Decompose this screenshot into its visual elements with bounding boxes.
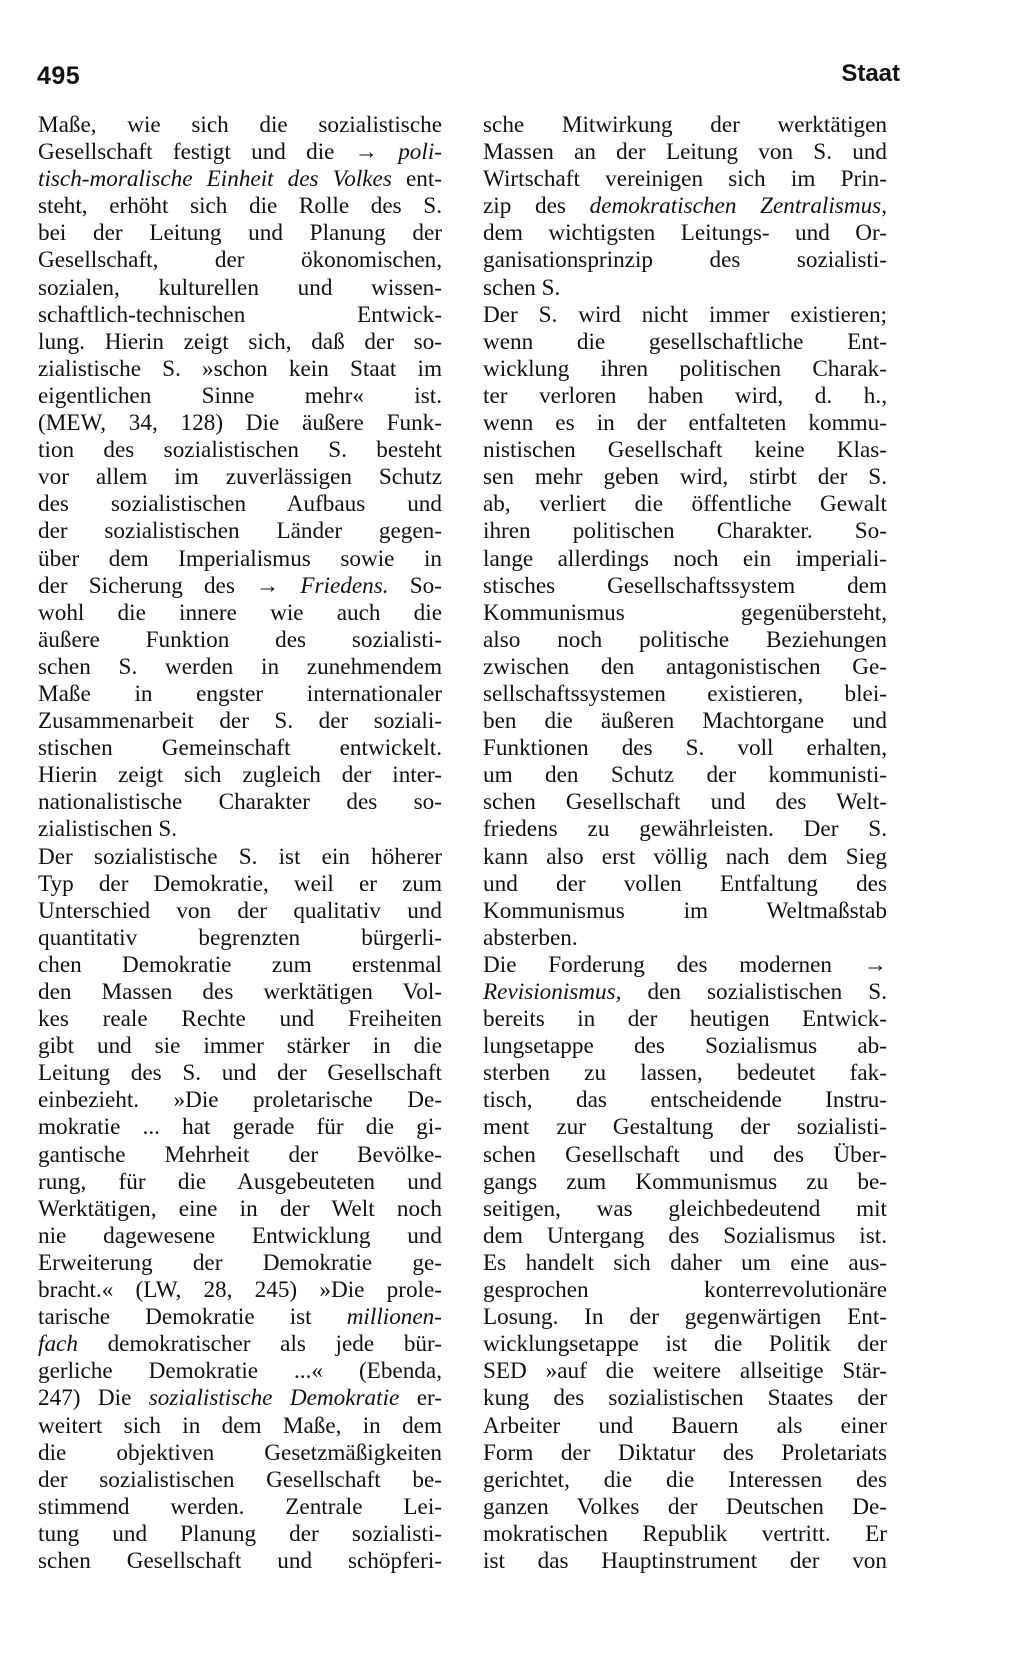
text-segment: äußere Funktion des sozialisti-	[38, 626, 442, 653]
text-segment: tisch, das entscheidende Instru-	[483, 1087, 887, 1114]
italic-term: sozialistische Demokratie	[148, 1385, 400, 1412]
text-line	[483, 979, 887, 1006]
italic-term: millionen-	[346, 1304, 442, 1331]
text-segment: gerichtet, die die Interessen des	[483, 1466, 887, 1493]
text-segment: Der sozialistische S. ist ein höherer	[38, 843, 442, 870]
text-line	[483, 1006, 887, 1033]
text-line	[38, 762, 442, 789]
text-segment: stischen Gemeinschaft entwickelt.	[38, 735, 442, 762]
text-line	[38, 816, 442, 843]
left-text-column	[38, 112, 442, 1575]
text-segment: lung. Hierin zeigt sich, daß der so-	[38, 328, 442, 355]
text-segment: über dem Imperialismus sowie in	[38, 545, 442, 572]
text-line	[38, 979, 442, 1006]
text-line	[38, 1223, 442, 1250]
text-segment: Die Forderung des modernen →	[483, 951, 887, 978]
text-line	[483, 573, 887, 600]
text-line	[38, 1521, 442, 1548]
text-line	[38, 1467, 442, 1494]
text-segment: Wirtschaft vereinigen sich im Prin-	[483, 166, 887, 193]
text-segment: ihren politischen Charakter. So-	[483, 518, 887, 545]
text-line	[483, 1440, 887, 1467]
text-line	[483, 139, 887, 166]
text-line	[38, 437, 442, 464]
text-segment: So-	[388, 572, 442, 599]
text-segment: Es handelt sich daher um eine aus-	[483, 1249, 887, 1276]
text-line	[38, 546, 442, 573]
text-line	[38, 166, 442, 193]
text-segment: weitert sich in dem Maße, in dem	[38, 1412, 442, 1439]
text-line	[38, 1250, 442, 1277]
right-text-column	[483, 112, 887, 1575]
text-line	[38, 952, 442, 979]
text-line	[483, 654, 887, 681]
text-line	[483, 112, 887, 139]
text-segment: gangs zum Kommunismus zu be-	[483, 1168, 887, 1195]
text-line	[38, 1304, 442, 1331]
text-segment: Maße in engster internationaler	[38, 680, 442, 707]
text-segment: der sozialistischen Länder gegen-	[38, 518, 442, 545]
text-line	[483, 1467, 887, 1494]
text-line	[483, 952, 887, 979]
text-segment: einbezieht. »Die proletarische De-	[38, 1087, 442, 1114]
text-line	[483, 925, 887, 952]
text-segment: sellschaftssystemen existieren, blei-	[483, 680, 887, 707]
text-segment: schen S.	[483, 274, 561, 301]
text-line	[38, 275, 442, 302]
text-segment: (MEW, 34, 128) Die äußere Funk-	[38, 410, 442, 437]
text-segment: SED »auf die weitere allseitige Stär-	[483, 1358, 887, 1385]
text-line	[483, 1114, 887, 1141]
text-segment: ben die äußeren Machtorgane und	[483, 708, 887, 735]
text-segment: den sozialistischen S.	[621, 979, 887, 1005]
text-line	[38, 491, 442, 518]
text-segment: sozialen, kulturellen und wissen-	[38, 274, 442, 301]
text-segment: kes reale Rechte und Freiheiten	[38, 1006, 442, 1033]
text-segment: lange allerdings noch ein imperiali-	[483, 545, 887, 572]
text-line	[38, 600, 442, 627]
text-segment: sterben zu lassen, bedeutet fak-	[483, 1060, 887, 1087]
text-segment: dem wichtigsten Leitungs- und Or-	[483, 220, 887, 247]
text-line	[483, 1033, 887, 1060]
text-segment: Maße, wie sich die sozialistische	[38, 112, 442, 138]
text-segment: schen Gesellschaft und schöpferi-	[38, 1547, 442, 1574]
text-segment: Leitung des S. und der Gesellschaft	[38, 1060, 442, 1087]
text-line	[38, 383, 442, 410]
text-line	[483, 1521, 887, 1548]
text-line	[483, 1142, 887, 1169]
text-segment: Erweiterung der Demokratie ge-	[38, 1249, 442, 1276]
text-segment: chen Demokratie zum erstenmal	[38, 951, 442, 978]
text-segment: tung und Planung der sozialisti-	[38, 1520, 442, 1547]
text-segment: demokratischer als jede bür-	[77, 1331, 442, 1358]
text-line	[483, 464, 887, 491]
text-segment: Hierin zeigt sich zugleich der inter-	[38, 762, 442, 789]
text-segment: bracht.« (LW, 28, 245) »Die prole-	[38, 1277, 442, 1304]
text-line	[38, 112, 442, 139]
text-segment: Typ der Demokratie, weil er zum	[38, 870, 442, 897]
text-line	[38, 302, 442, 329]
text-line	[38, 627, 442, 654]
text-segment: rung, für die Ausgebeuteten und	[38, 1168, 442, 1195]
text-segment: der sozialistischen Gesellschaft be-	[38, 1466, 442, 1493]
text-line	[483, 762, 887, 789]
italic-term: demokratischen Zentralismus,	[589, 193, 887, 220]
italic-term: Revisionismus,	[483, 979, 622, 1005]
text-line	[38, 1196, 442, 1223]
text-line	[38, 518, 442, 545]
text-line	[38, 898, 442, 925]
text-segment: stisches Gesellschaftssystem dem	[483, 572, 887, 599]
text-line	[483, 600, 887, 627]
text-segment: gesprochen konterrevolutionäre	[483, 1277, 887, 1304]
text-segment: Funktionen des S. voll erhalten,	[483, 735, 887, 762]
text-line	[483, 410, 887, 437]
text-segment: gibt und sie immer stärker in die	[38, 1033, 442, 1060]
text-segment: Kommunismus gegenübersteht,	[483, 599, 887, 626]
text-segment: 247) Die	[38, 1385, 149, 1412]
text-line	[483, 1331, 887, 1358]
text-line	[483, 193, 887, 220]
text-segment: Gesellschaft, der ökonomischen,	[38, 247, 442, 274]
text-line	[483, 383, 887, 410]
text-segment: gerliche Demokratie ...« (Ebenda,	[38, 1358, 442, 1385]
text-segment: schaftlich-technischen Entwick-	[38, 301, 442, 328]
text-segment: zialistische S. »schon kein Staat im	[38, 355, 442, 382]
text-segment: er-	[399, 1385, 442, 1412]
text-line	[483, 1196, 887, 1223]
text-line	[38, 220, 442, 247]
text-segment: kann also erst völlig nach dem Sieg	[483, 843, 887, 870]
text-segment: die objektiven Gesetzmäßigkeiten	[38, 1439, 442, 1466]
text-segment: Arbeiter und Bauern als einer	[483, 1412, 887, 1439]
text-line	[483, 166, 887, 193]
text-segment: wenn die gesellschaftliche Ent-	[483, 328, 887, 355]
text-line	[483, 1494, 887, 1521]
text-line	[38, 1494, 442, 1521]
text-line	[483, 1060, 887, 1087]
text-line	[38, 871, 442, 898]
text-segment: dem Untergang des Sozialismus ist.	[483, 1222, 887, 1249]
text-line	[38, 356, 442, 383]
text-line	[38, 1169, 442, 1196]
text-segment: steht, erhöht sich die Rolle des S.	[38, 193, 442, 220]
text-line	[483, 1358, 887, 1385]
text-segment: sen mehr geben wird, stirbt der S.	[483, 464, 887, 491]
text-segment: nistischen Gesellschaft keine Klas-	[483, 437, 887, 464]
text-line	[38, 1385, 442, 1412]
text-line	[483, 302, 887, 329]
text-line	[483, 491, 887, 518]
text-line	[483, 1304, 887, 1331]
italic-term: Friedens.	[300, 572, 389, 599]
text-line	[38, 1331, 442, 1358]
text-segment: lungsetappe des Sozialismus ab-	[483, 1033, 887, 1060]
italic-term: tisch-moralische Einheit des Volkes	[38, 166, 392, 193]
text-line	[483, 708, 887, 735]
text-segment: tion des sozialistischen S. besteht	[38, 437, 442, 464]
text-segment: bei der Leitung und Planung der	[38, 220, 442, 247]
text-line	[38, 1142, 442, 1169]
text-line	[38, 925, 442, 952]
text-segment: Unterschied von der qualitativ und	[38, 897, 442, 924]
text-line	[38, 410, 442, 437]
text-segment: mokratie ... hat gerade für die gi-	[38, 1114, 442, 1141]
text-line	[483, 220, 887, 247]
text-line	[483, 1548, 887, 1575]
text-line	[483, 789, 887, 816]
italic-term: fach	[38, 1331, 78, 1358]
text-segment: wenn es in der entfalteten kommu-	[483, 410, 887, 437]
text-segment: ent-	[391, 166, 442, 193]
text-segment: um den Schutz der kommunisti-	[483, 762, 887, 789]
text-line	[38, 708, 442, 735]
text-segment: tarische Demokratie ist	[38, 1304, 347, 1331]
text-line	[483, 356, 887, 383]
text-line	[483, 1385, 887, 1412]
text-segment: den Massen des werktätigen Vol-	[38, 979, 442, 1005]
text-line	[38, 1114, 442, 1141]
text-segment: schen Gesellschaft und des Über-	[483, 1141, 887, 1168]
text-line	[483, 871, 887, 898]
text-segment: sche Mitwirkung der werktätigen	[483, 112, 887, 138]
text-line	[483, 275, 887, 302]
text-line	[38, 1413, 442, 1440]
text-line	[483, 247, 887, 274]
text-line	[483, 844, 887, 871]
text-segment: zwischen den antagonistischen Ge-	[483, 653, 887, 680]
text-line	[483, 1277, 887, 1304]
text-segment: ab, verliert die öffentliche Gewalt	[483, 491, 887, 518]
text-segment: quantitativ begrenzten bürgerli-	[38, 924, 442, 951]
text-segment: absterben.	[483, 924, 578, 951]
text-segment: Form der Diktatur des Proletariats	[483, 1439, 887, 1466]
page-number: 495	[37, 62, 81, 90]
text-segment: wicklung ihren politischen Charak-	[483, 355, 887, 382]
text-line	[483, 518, 887, 545]
text-line	[483, 627, 887, 654]
text-segment: Losung. In der gegenwärtigen Ent-	[483, 1304, 887, 1331]
text-line	[38, 247, 442, 274]
text-line	[38, 654, 442, 681]
text-segment: gantische Mehrheit der Bevölke-	[38, 1141, 442, 1168]
text-segment: schen S. werden in zunehmendem	[38, 653, 442, 680]
text-segment: wohl die innere wie auch die	[38, 599, 442, 626]
text-line	[38, 139, 442, 166]
text-segment: zialistischen S.	[38, 816, 178, 843]
text-line	[38, 1087, 442, 1114]
text-segment: zip des	[483, 193, 590, 220]
text-segment: der Sicherung des →	[38, 572, 301, 599]
text-segment: Gesellschaft festigt und die →	[38, 139, 399, 166]
text-segment: kung des sozialistischen Staates der	[483, 1385, 887, 1412]
text-line	[38, 1548, 442, 1575]
italic-term: poli-	[398, 139, 442, 166]
text-line	[483, 1223, 887, 1250]
text-segment: Massen an der Leitung von S. und	[483, 139, 887, 166]
text-line	[483, 898, 887, 925]
text-line	[483, 1087, 887, 1114]
text-line	[38, 1060, 442, 1087]
text-segment: nie dagewesene Entwicklung und	[38, 1222, 442, 1249]
text-segment: stimmend werden. Zentrale Lei-	[38, 1493, 442, 1520]
text-line	[483, 546, 887, 573]
text-segment: friedens zu gewährleisten. Der S.	[483, 816, 887, 843]
text-line	[483, 1169, 887, 1196]
text-segment: ist das Hauptinstrument der von	[483, 1547, 887, 1574]
text-line	[38, 1358, 442, 1385]
text-segment: ter verloren haben wird, d. h.,	[483, 382, 887, 409]
text-segment: seitigen, was gleichbedeutend mit	[483, 1195, 887, 1222]
text-segment: ment zur Gestaltung der sozialisti-	[483, 1114, 887, 1141]
text-segment: nationalistische Charakter des so-	[38, 789, 442, 816]
text-segment: vor allem im zuverlässigen Schutz	[38, 464, 442, 491]
text-segment: ganisationsprinzip des sozialisti-	[483, 247, 887, 274]
text-line	[38, 1033, 442, 1060]
text-segment: des sozialistischen Aufbaus und	[38, 491, 442, 518]
text-segment: Der S. wird nicht immer existieren;	[483, 301, 887, 328]
text-segment: schen Gesellschaft und des Welt-	[483, 789, 887, 816]
text-segment: ganzen Volkes der Deutschen De-	[483, 1493, 887, 1520]
text-line	[38, 735, 442, 762]
text-line	[483, 1250, 887, 1277]
text-line	[483, 1413, 887, 1440]
text-segment: Zusammenarbeit der S. der soziali-	[38, 708, 442, 735]
text-segment: Werktätigen, eine in der Welt noch	[38, 1195, 442, 1222]
text-segment: eigentlichen Sinne mehr« ist.	[38, 382, 442, 409]
text-line	[38, 464, 442, 491]
text-line	[38, 573, 442, 600]
text-segment: Kommunismus im Weltmaßstab	[483, 897, 887, 924]
text-line	[38, 681, 442, 708]
text-line	[483, 437, 887, 464]
text-segment: bereits in der heutigen Entwick-	[483, 1006, 887, 1033]
text-line	[38, 844, 442, 871]
text-line	[483, 329, 887, 356]
text-segment: mokratischen Republik vertritt. Er	[483, 1520, 887, 1547]
text-segment: also noch politische Beziehungen	[483, 626, 887, 653]
text-line	[483, 816, 887, 843]
text-line	[38, 1006, 442, 1033]
text-line	[38, 1440, 442, 1467]
text-line	[38, 193, 442, 220]
text-segment: wicklungsetappe ist die Politik der	[483, 1331, 887, 1358]
text-line	[38, 329, 442, 356]
text-segment: und der vollen Entfaltung des	[483, 870, 887, 897]
text-line	[38, 789, 442, 816]
text-line	[483, 735, 887, 762]
text-line	[38, 1277, 442, 1304]
text-line	[483, 681, 887, 708]
running-head: Staat	[841, 60, 900, 87]
